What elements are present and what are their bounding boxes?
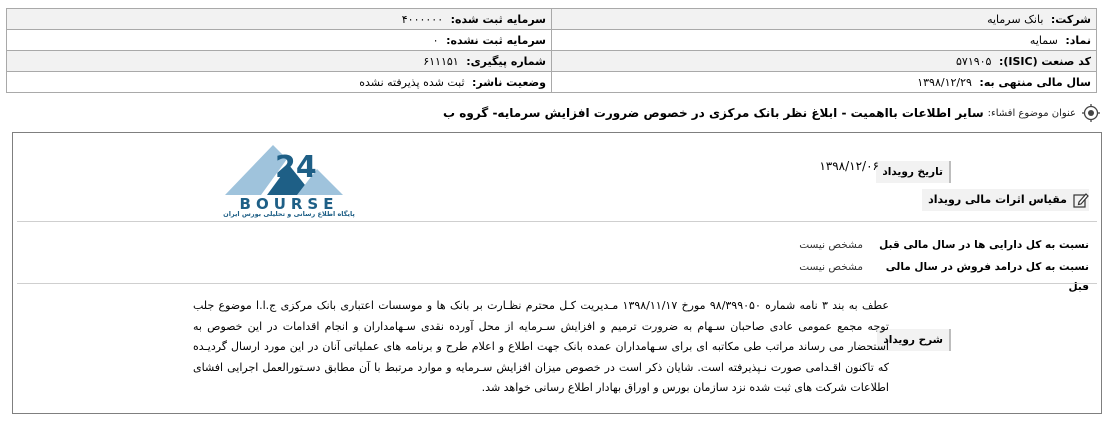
info-row-symbol — [7, 30, 1097, 51]
subject-prefix: عنوان موضوع افشاء: — [987, 107, 1076, 119]
sales-ratio-value: مشخص نیست — [799, 261, 863, 273]
company-label: شرکت: — [1050, 12, 1091, 26]
divider-2 — [17, 283, 1097, 284]
assets-ratio-row — [799, 235, 1089, 255]
company-info-table — [6, 8, 1097, 93]
description-label: شرح رویداد — [877, 329, 951, 351]
bourse-logo-mark — [213, 137, 365, 211]
unregistered-capital-value: ۰ — [432, 33, 439, 47]
registered-capital-label: سرمایه ثبت شده: — [450, 12, 546, 26]
sales-ratio-row — [799, 257, 1089, 293]
symbol-value: سمایه — [1029, 33, 1058, 47]
publisher-status-value: ثبت شده پذیرفته نشده — [359, 75, 465, 89]
logo-tagline: پایگاه اطلاع رسانی و تحلیلی بورس ایران — [223, 210, 355, 218]
disclosure-subject — [6, 103, 1100, 123]
assets-ratio-label: نسبت به کل دارایی ها در سال مالی قبل — [879, 239, 1089, 251]
info-row-fiscal — [7, 72, 1097, 93]
info-row-company — [7, 9, 1097, 30]
fiscal-year-label: سال مالی منتهی به: — [979, 75, 1091, 89]
logo-word: BOURSE — [239, 195, 339, 211]
isic-value: ۵۷۱۹۰۵ — [956, 54, 992, 68]
publisher-status-label: وضعیت ناشر: — [472, 75, 546, 89]
event-date-label: تاریخ رویداد — [876, 161, 951, 183]
event-panel — [12, 132, 1102, 414]
edit-icon — [1073, 192, 1089, 208]
symbol-label: نماد: — [1065, 33, 1091, 47]
sales-ratio-label: نسبت به کل درامد فروش در سال مالی قبل — [885, 261, 1089, 293]
divider-1 — [17, 221, 1097, 222]
bourse-logo — [213, 137, 365, 219]
registered-capital-value: ۴۰۰۰۰۰۰ — [401, 12, 444, 26]
isic-label: کد صنعت (ISIC): — [998, 54, 1091, 68]
tracking-label: شماره پیگیری: — [466, 54, 546, 68]
financial-impact-header — [922, 189, 1089, 211]
description-text: عطف به بند ۳ نامه شماره ۹۸/۳۹۹۰۵۰ مورخ ۱۳۹۸/۱۱/۱۷ مـدیریت کـل محترم نظـارت بر بانک ها و موسسات اعتباری بانک مرکزی ج.ا.ا موضوع جلب توجه مجمع عمومی عادی صاحبان سـهام به ضرورت ترمیم و افزایش سـرمایه از محل آورده نقدی سـهامداران و انجام اقدامات در این خصوص به استحضار می رساند مراتب طی مکاتبه ای برای سـهامداران عمده بانک جهت اطلاع و اعلام طرح و برنامه های عملیاتی آنان در این مورد ارسال گردیـده که تاکنون اقـدامی صورت نـپذیرفته است. شایان ذکر است در خصوص میزان افزایش سـرمایه و موارد مرتبط با آن مطابق دسـتورالعمل اجرایی افشای اطلاعات شرکت های ثبت شده نزد سازمان بورس و اوراق بهادار اطلاع رسانی خواهد شد. — [193, 299, 889, 394]
target-icon — [1082, 104, 1100, 122]
svg-text:24: 24 — [275, 150, 317, 185]
subject-title: سایر اطلاعات بااهمیت - ابلاغ نظر بانک مرکزی در خصوص ضرورت افزایش سرمایه- گروه ب — [443, 106, 984, 120]
unregistered-capital-label: سرمایه ثبت نشده: — [446, 33, 546, 47]
company-value: بانک سرمایه — [987, 12, 1044, 26]
tracking-value: ۶۱۱۱۵۱ — [423, 54, 459, 68]
assets-ratio-value: مشخص نیست — [799, 239, 863, 251]
financial-impact-title: مقیاس اثرات مالی رویداد — [928, 193, 1067, 206]
event-date-value: ۱۳۹۸/۱۲/۰۶ — [819, 159, 879, 173]
info-row-isic — [7, 51, 1097, 72]
fiscal-year-value: ۱۳۹۸/۱۲/۲۹ — [917, 75, 972, 89]
